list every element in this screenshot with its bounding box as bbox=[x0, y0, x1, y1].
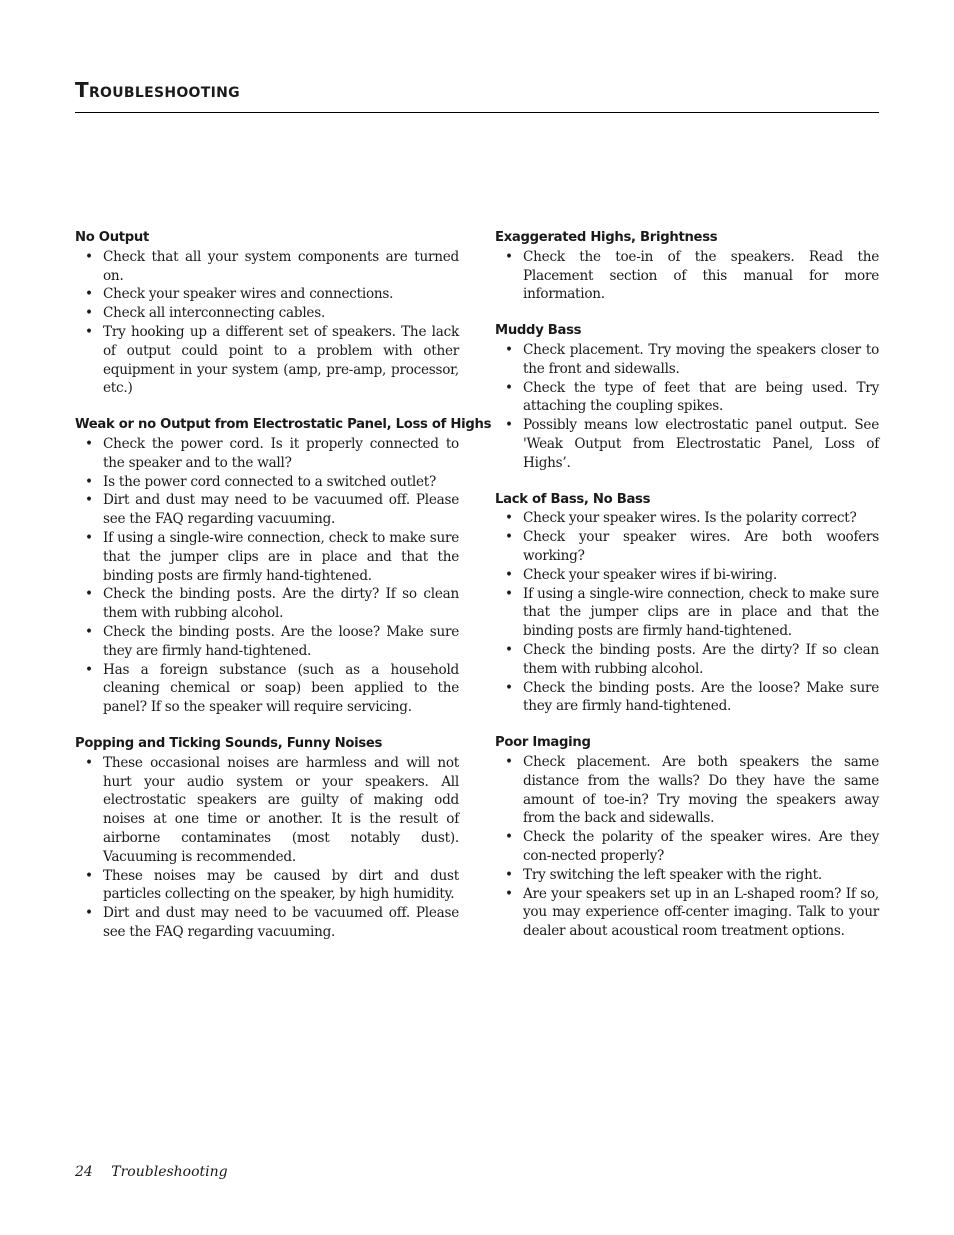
bullet-text: Try switching the left speaker with the right. bbox=[523, 866, 822, 883]
bullet-icon: • bbox=[505, 566, 513, 583]
bullet-text: Check that all your system components are turned on. bbox=[103, 248, 459, 284]
bullet-item bbox=[75, 304, 459, 323]
bullet-item bbox=[495, 679, 879, 717]
bullet-icon: • bbox=[85, 529, 93, 546]
bullet-icon: • bbox=[505, 585, 513, 602]
bullet-item bbox=[75, 491, 459, 529]
page-footer bbox=[75, 1164, 228, 1180]
bullet-icon: • bbox=[85, 867, 93, 884]
bullet-item bbox=[495, 566, 879, 585]
bullet-item bbox=[75, 585, 459, 623]
bullet-icon: • bbox=[505, 417, 513, 434]
bullet-text: Check the toe-in of the speakers. Read the Placement section of this manual for more information. bbox=[523, 248, 879, 303]
bullet-text: Check your speaker wires and connections. bbox=[103, 286, 394, 303]
bullet-item bbox=[75, 623, 459, 661]
bullet-item bbox=[75, 473, 459, 492]
bullet-item bbox=[75, 248, 459, 286]
bullet-icon: • bbox=[85, 661, 93, 678]
bullet-text: Check your speaker wires. Are both woofers working? bbox=[523, 529, 879, 564]
bullet-text: Check the binding posts. Are the loose? Make sure they are firmly hand-tightened. bbox=[523, 679, 879, 715]
bullet-icon: • bbox=[85, 754, 93, 771]
bullet-item bbox=[495, 585, 879, 641]
bullet-item bbox=[75, 435, 459, 473]
bullet-text: Try hooking up a different set of speakers. The lack of output could point to a problem with other equipment in your system (amp, pre-amp, processor, etc.) bbox=[103, 323, 459, 397]
troubleshooting-section bbox=[75, 416, 492, 717]
bullet-item bbox=[75, 904, 459, 942]
bullet-text: These noises may be caused by dirt and dust particles collecting on the speaker, by high humidity. bbox=[103, 867, 459, 903]
troubleshooting-section bbox=[75, 735, 459, 942]
bullet-list bbox=[495, 248, 879, 304]
bullet-text: Check the binding posts. Are the loose? Make sure they are firmly hand-tightened. bbox=[103, 623, 459, 659]
bullet-icon: • bbox=[85, 473, 93, 490]
bullet-icon: • bbox=[505, 510, 513, 527]
bullet-item bbox=[495, 753, 879, 828]
bullet-icon: • bbox=[85, 492, 93, 509]
bullet-text: Check the binding posts. Are the dirty? If so clean them with rubbing alcohol. bbox=[523, 641, 879, 677]
bullet-item bbox=[495, 509, 879, 528]
bullet-icon: • bbox=[505, 866, 513, 883]
bullet-text: Check the type of feet that are being used. Try attaching the coupling spikes. bbox=[523, 379, 879, 415]
title-rule bbox=[75, 112, 879, 113]
bullet-list bbox=[495, 509, 879, 716]
bullet-item bbox=[495, 341, 879, 379]
bullet-text: Are your speakers set up in an L-shaped room? If so, you may experience off-center imaging. Talk to your dealer about acoustical room treatment options. bbox=[523, 885, 879, 940]
bullet-icon: • bbox=[85, 586, 93, 603]
bullet-icon: • bbox=[505, 248, 513, 265]
bullet-icon: • bbox=[505, 529, 513, 546]
bullet-text: Check the power cord. Is it properly connected to the speaker and to the wall? bbox=[103, 435, 459, 471]
bullet-text: Dirt and dust may need to be vacuumed off. Please see the FAQ regarding vacuuming. bbox=[103, 905, 459, 940]
bullet-item bbox=[75, 867, 459, 905]
bullet-text: Check your speaker wires if bi-wiring. bbox=[523, 566, 778, 583]
bullet-icon: • bbox=[85, 248, 93, 265]
troubleshooting-section bbox=[75, 229, 459, 398]
section-heading: Exaggerated Highs, Brightness bbox=[495, 230, 718, 245]
bullet-icon: • bbox=[85, 435, 93, 452]
bullet-text: Is the power cord connected to a switched outlet? bbox=[103, 473, 436, 490]
bullet-item bbox=[75, 754, 459, 867]
bullet-list bbox=[495, 753, 879, 941]
bullet-icon: • bbox=[85, 323, 93, 340]
bullet-item bbox=[495, 416, 879, 472]
section-heading: Lack of Bass, No Bass bbox=[495, 491, 651, 507]
left-column bbox=[75, 229, 492, 960]
bullet-text: Check your speaker wires. Is the polarity correct? bbox=[523, 510, 857, 527]
bullet-item bbox=[75, 661, 459, 717]
bullet-item bbox=[495, 248, 879, 304]
bullet-item bbox=[495, 885, 879, 941]
bullet-text: Possibly means low electrostatic panel output. See 'Weak Output from Electrostatic Panel, Loss of Highs’. bbox=[523, 417, 879, 471]
bullet-icon: • bbox=[85, 305, 93, 322]
section-heading: Poor Imaging bbox=[495, 735, 591, 751]
bullet-item bbox=[75, 285, 459, 304]
bullet-icon: • bbox=[85, 623, 93, 640]
bullet-icon: • bbox=[505, 379, 513, 396]
bullet-text: These occasional noises are harmless and will not hurt your audio system or your speakers. All electrostatic speakers are guilty of making odd noises at one time or another. It is the result of airborne contaminates (most notably dust). Vacuuming is recommended. bbox=[103, 754, 459, 865]
troubleshooting-section bbox=[495, 491, 879, 717]
bullet-icon: • bbox=[505, 341, 513, 358]
troubleshooting-section bbox=[495, 322, 879, 472]
bullet-icon: • bbox=[505, 753, 513, 770]
bullet-icon: • bbox=[505, 829, 513, 846]
page-number: 24 bbox=[75, 1164, 93, 1180]
bullet-text: Check the polarity of the speaker wires. Are they con-nected properly? bbox=[523, 829, 879, 864]
bullet-list bbox=[495, 341, 879, 473]
section-heading: Muddy Bass bbox=[495, 323, 582, 339]
bullet-text: Check placement. Are both speakers the same distance from the walls? Do they have the same amount of toe-in? Try moving the speakers away from the back and sidewalls. bbox=[523, 753, 879, 827]
bullet-text: If using a single-wire connection, check to make sure that the jumper clips are in place and that the binding posts are firmly hand-tightened. bbox=[523, 585, 879, 640]
bullet-item bbox=[495, 528, 879, 566]
bullet-text: Dirt and dust may need to be vacuumed off. Please see the FAQ regarding vacuuming. bbox=[103, 492, 459, 528]
troubleshooting-section bbox=[495, 229, 879, 304]
section-heading: Popping and Ticking Sounds, Funny Noises bbox=[75, 735, 383, 751]
bullet-item bbox=[495, 379, 879, 417]
bullet-item bbox=[495, 828, 879, 866]
bullet-list bbox=[75, 248, 459, 398]
page-title: Troubleshooting bbox=[75, 78, 240, 102]
bullet-item bbox=[495, 866, 879, 885]
bullet-text: Check all interconnecting cables. bbox=[103, 305, 326, 322]
bullet-text: Check placement. Try moving the speakers closer to the front and sidewalls. bbox=[523, 341, 879, 377]
bullet-icon: • bbox=[505, 679, 513, 696]
section-heading: No Output bbox=[75, 230, 150, 245]
section-heading: Weak or no Output from Electrostatic Panel, Loss of Highs bbox=[75, 417, 492, 433]
bullet-item bbox=[75, 529, 459, 585]
right-column bbox=[495, 229, 879, 959]
bullet-item bbox=[75, 323, 459, 398]
bullet-icon: • bbox=[505, 641, 513, 658]
bullet-item bbox=[495, 641, 879, 679]
bullet-icon: • bbox=[505, 885, 513, 902]
bullet-icon: • bbox=[85, 286, 93, 303]
bullet-icon: • bbox=[85, 905, 93, 922]
footer-section-name: Troubleshooting bbox=[111, 1164, 228, 1180]
bullet-text: If using a single-wire connection, check to make sure that the jumper clips are in place and that the binding posts are firmly hand-tightened. bbox=[103, 529, 459, 584]
bullet-list bbox=[75, 435, 459, 717]
troubleshooting-section bbox=[495, 734, 879, 941]
bullet-text: Check the binding posts. Are the dirty? If so clean them with rubbing alcohol. bbox=[103, 586, 459, 622]
bullet-list bbox=[75, 754, 459, 942]
bullet-text: Has a foreign substance (such as a household cleaning chemical or soap) been applied to the panel? If so the speaker will require servicing. bbox=[103, 661, 459, 716]
